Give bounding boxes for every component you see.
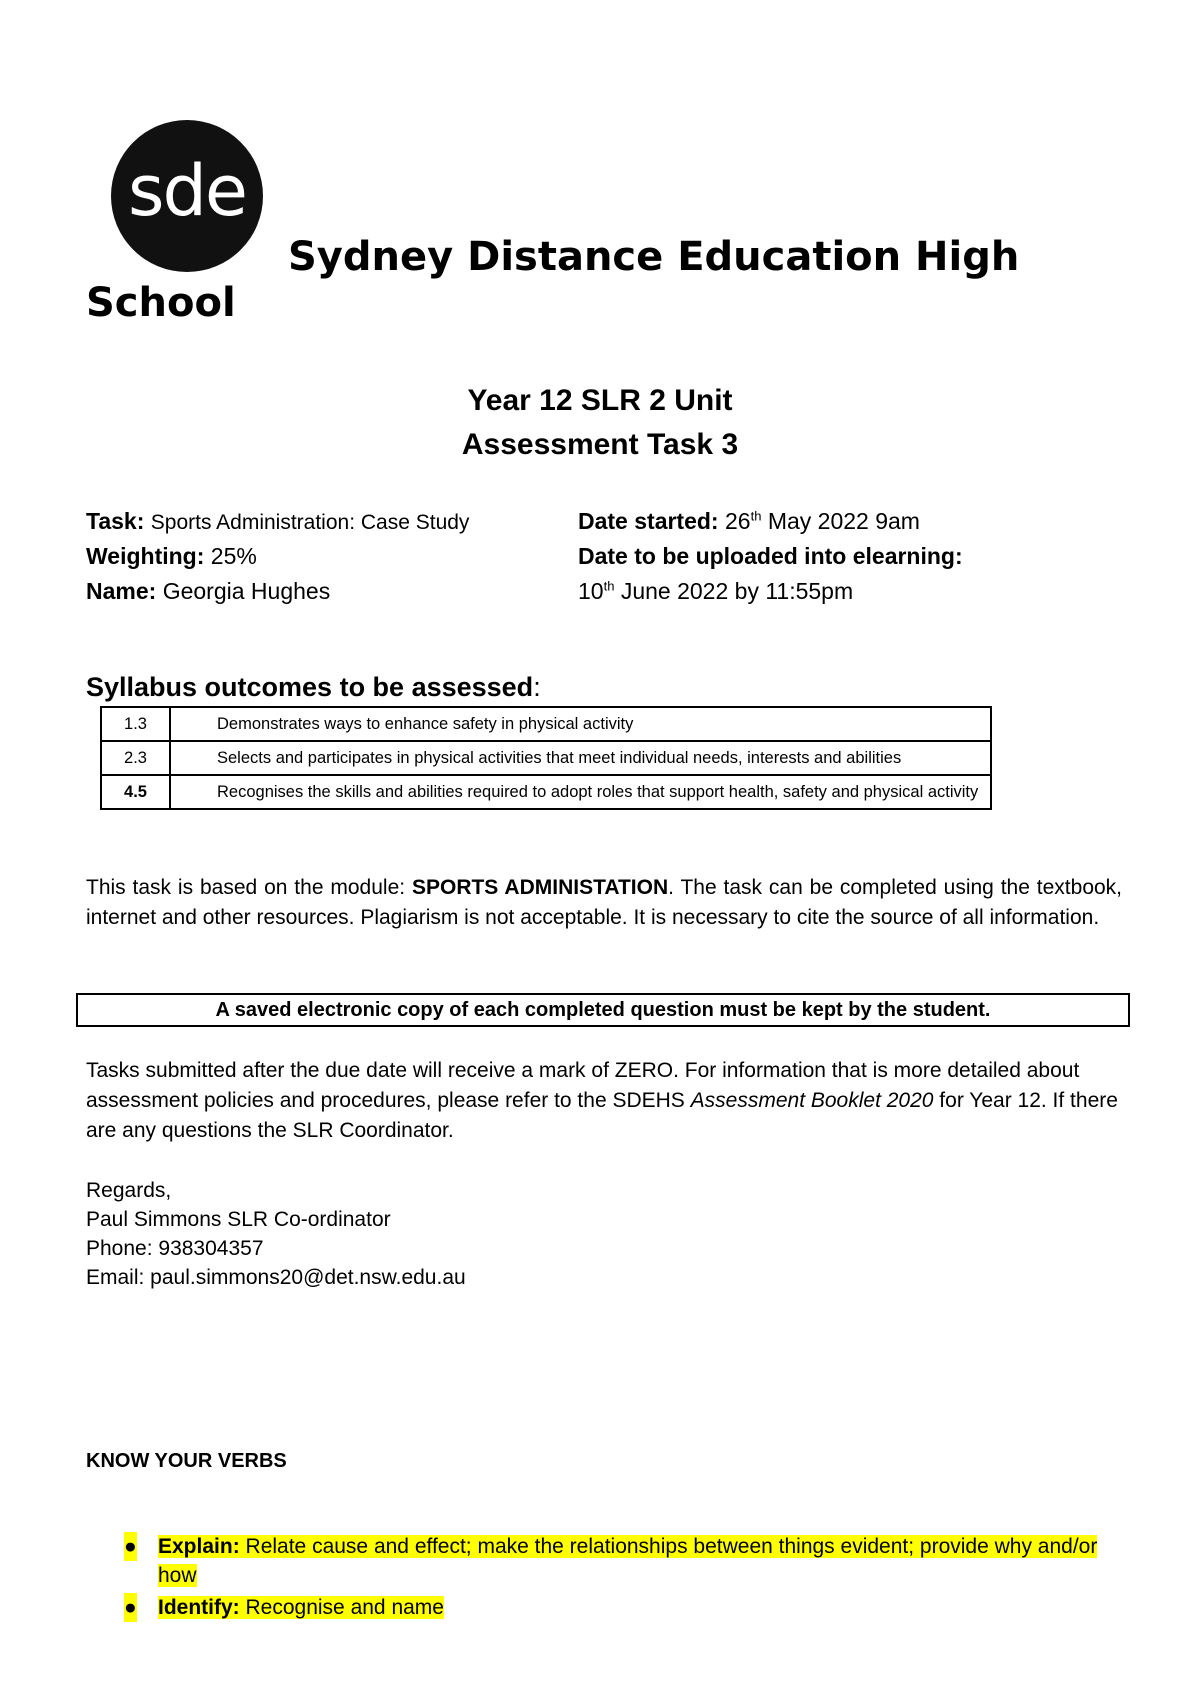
outcomes-table: [100, 706, 992, 810]
table-row: [101, 707, 991, 741]
school-name-line2: School: [86, 280, 236, 326]
coordinator-name: Paul Simmons SLR Co-ordinator: [86, 1208, 391, 1231]
task-row: Task: Sports Administration: Case Study: [86, 508, 470, 534]
date-started-row: Date started: 26th May 2022 9am: [578, 508, 920, 534]
weighting-value: 25%: [210, 543, 257, 569]
table-row: [101, 741, 991, 775]
upload-label: Date to be uploaded into elearning:: [578, 543, 963, 569]
outcome-code: 4.5: [101, 775, 170, 809]
weighting-row: Weighting: 25%: [86, 543, 257, 569]
list-item: ● Identify: Recognise and name: [118, 1593, 1118, 1622]
phone: Phone: 938304357: [86, 1237, 264, 1260]
notice-box: A saved electronic copy of each completed question must be kept by the student.: [76, 993, 1130, 1027]
name-row: Name: Georgia Hughes: [86, 578, 331, 604]
upload-date: 10th June 2022 by 11:55pm: [578, 578, 854, 604]
syllabus-title: Syllabus outcomes to be assessed:: [86, 672, 541, 702]
booklet-title: Assessment Booklet 2020: [690, 1089, 934, 1112]
policy-paragraph: Tasks submitted after the due date will receive a mark of ZERO. For information that is more detailed about assessment policies and procedures, please refer to the SDEHS Assessment Booklet 2020 for Year 12. If there are any questions the SLR Coordinator.: [86, 1059, 1118, 1142]
task-value: Sports Administration: Case Study: [150, 511, 470, 534]
list-item: ● Explain: Relate cause and effect; make the relationships between things evident; provide why and/or how: [118, 1532, 1118, 1590]
regards: Regards,: [86, 1179, 172, 1202]
outcome-code: 2.3: [101, 741, 170, 775]
school-name-line1: Sydney Distance Education High: [288, 234, 1020, 280]
heading-year: Year 12 SLR 2 Unit: [467, 384, 733, 417]
student-name: Georgia Hughes: [162, 578, 331, 604]
module-paragraph: This task is based on the module: SPORTS ADMINISTATION. The task can be completed using the textbook, internet and other resources. Plagiarism is not acceptable. It is necessary to cite the source of all information.: [86, 876, 1123, 929]
bullet-icon: ●: [124, 1532, 137, 1561]
email: Email: paul.simmons20@det.nsw.edu.au: [86, 1266, 466, 1289]
table-row: [101, 775, 991, 809]
verbs-title: KNOW YOUR VERBS: [86, 1450, 287, 1472]
outcome-code: 1.3: [101, 707, 170, 741]
module-name: SPORTS ADMINISTATION: [411, 876, 669, 899]
school-logo: [111, 120, 263, 272]
logo-text: sde: [128, 150, 246, 232]
outcome-text: Demonstrates ways to enhance safety in physical activity: [170, 707, 991, 741]
outcome-text: Recognises the skills and abilities required to adopt roles that support health, safety and physical activity: [170, 775, 991, 809]
heading-task: Assessment Task 3: [461, 428, 739, 461]
bullet-icon: ●: [124, 1593, 137, 1622]
outcome-text: Selects and participates in physical activities that meet individual needs, interests and abilities: [170, 741, 991, 775]
